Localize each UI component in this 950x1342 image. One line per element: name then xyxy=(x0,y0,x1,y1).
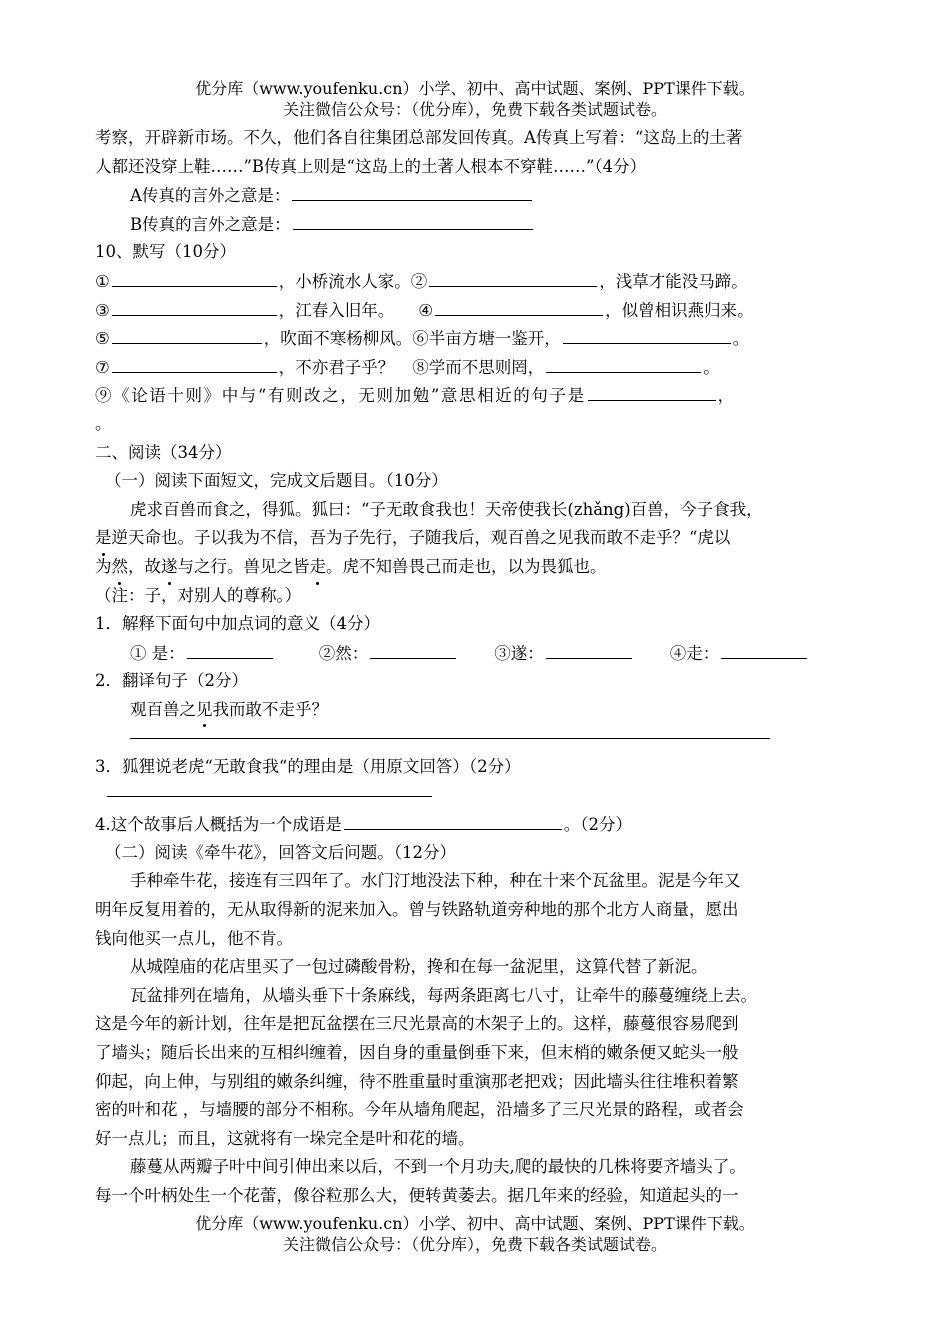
part2-title: （二）阅读《牵牛花》，回答文后问题。（12分） xyxy=(105,842,456,862)
passage1-note: （注：子，对别人的尊称。） xyxy=(95,585,302,605)
dotted-char-shi: 是 xyxy=(95,524,112,553)
q10-item-2-num: ② xyxy=(410,271,428,291)
q10-item-7-num: ⑦ xyxy=(95,357,110,377)
dotted-char-zou: 走 xyxy=(310,553,327,582)
passage1-line-2-text: 逆天命也。子以我为不信，吾为子先行，子随我后，观百兽之见我而敢不走乎？“虎以 xyxy=(111,528,731,548)
page-header xyxy=(0,78,950,120)
q10-item-5-text: ，吹面不寒杨柳风。 xyxy=(263,329,413,349)
q2-answer-row xyxy=(95,724,865,753)
passage1-line-2 xyxy=(95,524,865,553)
q10-item-3-num: ③ xyxy=(95,300,110,320)
passage2-line-7: 了墙头；随后长出来的互相纠缠着，因自身的重量倒垂下来，但末梢的嫩条便又蛇头一般 xyxy=(95,1043,739,1062)
q10-item-8-text: 学而不思则罔， xyxy=(428,357,545,377)
q10-title: 10、默写（10分） xyxy=(95,242,236,262)
q10-item-4-text: ，似曾相识燕归来。 xyxy=(605,300,754,320)
passage1-line-3-c: 与之行。兽见之皆 xyxy=(177,556,310,576)
q10-item-1-text: ，小桥流水人家。 xyxy=(278,271,411,291)
dotted-char-jian: 见 xyxy=(196,696,213,725)
q10-item-6-end: 。 xyxy=(732,329,750,349)
q2-sentence xyxy=(95,696,865,725)
q10-blank-2[interactable] xyxy=(429,267,597,287)
passage2-line-2: 明年反复用着的，无从取得新的泥来加入。曾与铁路轨道旁种地的那个北方人商量，愿出 xyxy=(95,900,739,920)
q10-blank-4[interactable] xyxy=(435,296,603,316)
q10-row-2 xyxy=(95,296,865,325)
q10-item-5-num: ⑤ xyxy=(95,329,110,349)
q10-row-4 xyxy=(95,353,865,382)
q1-b-label: ②然： xyxy=(318,643,369,663)
q1-c-blank[interactable] xyxy=(546,639,632,659)
q10-item-8-num: ⑧ xyxy=(412,357,429,377)
q10-row-3 xyxy=(95,324,865,353)
passage2-line-6: 这是今年的新计划，往年是把瓦盆摆在三尺光景高的木架子上的。这样，藤蔓很容易爬到 xyxy=(95,1014,739,1034)
q10-item-7-text: ，不亦君子乎？ xyxy=(278,357,395,377)
q10-row-6: 。 xyxy=(95,413,112,433)
passage2-line-11: 藤蔓从两瓣子叶中间引伸出来以后，不到一个月功夫,爬的最快的几株将要齐墙头了。 xyxy=(130,1157,746,1177)
q10-row-1 xyxy=(95,267,865,296)
passage2-line-9: 密的叶和花 ，与墙腰的部分不相称。今年从墙角爬起，沿墙多了三尺光景的路程，或者会 xyxy=(95,1100,744,1120)
q2-answer-blank[interactable] xyxy=(130,724,770,739)
footer-line-2: 关注微信公众号：（优分库），免费下载各类试题试卷。 xyxy=(282,1235,667,1254)
passage2-line-4: 从城隍庙的花店里买了一包过磷酸骨粉，搀和在每一盆泥里，这算代替了新泥。 xyxy=(130,957,708,977)
passage2-line-5: 瓦盆排列在墙角，从墙头垂下十条麻线，每两条距离七八寸，让牵牛的藤蔓缠绕上去。 xyxy=(130,985,757,1005)
q10-item-6-text: 半亩方塘一鉴开， xyxy=(428,329,561,349)
passage1-line-3-a: 为 xyxy=(95,556,112,576)
q3-answer-blank[interactable] xyxy=(107,782,432,797)
header-line-1: 优分库（www.youfenku.cn）小学、初中、高中试题、案例、PPT课件下载。 xyxy=(195,79,755,98)
q3-answer-row xyxy=(95,782,865,811)
passage2-line-12: 每一个叶柄处生一个花蕾，像谷粒那么大，便转黄萎去。据几年来的经验，知道起头的一 xyxy=(95,1185,739,1205)
dotted-char-sui: 遂 xyxy=(161,553,178,582)
q10-item-9-after: ， xyxy=(717,386,736,406)
reading-title: 二、阅读（34分） xyxy=(95,442,232,462)
q1-d-blank[interactable] xyxy=(721,639,807,659)
q2-title: 2．翻译句子（2分） xyxy=(95,671,248,691)
q1-d-label: ④走： xyxy=(669,643,720,663)
q9-para-line-1: 考察，开辟新市场。不久，他们各自往集团总部发回传真。A传真上写着：“这岛上的土著 xyxy=(95,128,743,147)
q9-b-blank[interactable] xyxy=(293,210,533,230)
q9-a-label: A传真的言外之意是： xyxy=(130,186,291,206)
passage1-line-3-d: 。虎不知兽畏己而走也，以为畏狐也。 xyxy=(326,556,607,576)
q10-blank-7[interactable] xyxy=(112,353,277,373)
q2-sentence-b: 我而敢不走乎？ xyxy=(212,699,328,719)
page-footer xyxy=(0,1213,950,1255)
q4-text-b: 。（2分） xyxy=(563,815,632,835)
q10-row-5 xyxy=(95,381,865,410)
q10-item-4-num: ④ xyxy=(418,300,434,320)
exam-content xyxy=(95,124,865,1211)
passage2-line-3: 钱向他买一点儿，他不肯。 xyxy=(95,928,293,948)
passage2-line-8: 仰起，向上伸，与别组的嫩条纠缠，待不胜重量时重演那老把戏；因此墙头往往堆积着繁 xyxy=(95,1071,739,1091)
q9-a-blank[interactable] xyxy=(292,181,532,201)
passage2-line-10: 好一点儿；而且，这就将有一垛完全是叶和花的墙。 xyxy=(95,1128,475,1148)
q9-answer-a xyxy=(95,181,865,210)
footer-line-1: 优分库（www.youfenku.cn）小学、初中、高中试题、案例、PPT课件下载。 xyxy=(195,1214,755,1233)
q4-text-a: 4.这个故事后人概括为一个成语是 xyxy=(95,815,342,835)
dotted-char-ran: 然 xyxy=(112,553,129,582)
q10-item-3-text: ，江春入旧年。 xyxy=(278,300,395,320)
q9-answer-b xyxy=(95,210,865,239)
q10-blank-8[interactable] xyxy=(546,353,701,373)
part1-title: （一）阅读下面短文，完成文后题目。（10分） xyxy=(105,471,448,491)
q1-c-label: ③遂： xyxy=(494,643,544,663)
q10-item-8-end: 。 xyxy=(703,357,720,377)
header-line-2: 关注微信公众号：（优分库），免费下载各类试题试卷。 xyxy=(282,100,667,119)
passage1-line-3 xyxy=(95,553,865,582)
q1-a-label: ① 是： xyxy=(130,643,185,663)
q10-blank-9[interactable] xyxy=(588,381,716,401)
q10-item-6-num: ⑥ xyxy=(412,329,429,349)
q10-item-1-num: ① xyxy=(95,271,110,291)
q1-answers xyxy=(95,639,865,668)
q4-blank[interactable] xyxy=(344,810,562,830)
q1-title: 1．解释下面句中加点词的意义（4分） xyxy=(95,614,380,634)
q9-b-label: B传真的言外之意是： xyxy=(130,214,291,234)
q10-blank-5[interactable] xyxy=(112,324,262,344)
q4-row xyxy=(95,810,865,839)
q10-blank-1[interactable] xyxy=(112,267,277,287)
q1-a-blank[interactable] xyxy=(187,639,273,659)
passage2-line-1: 手种牵牛花，接连有三四年了。水门汀地没法下种，种在十来个瓦盆里。泥是今年又 xyxy=(130,871,741,891)
passage1-line-1: 虎求百兽而食之，得狐。狐曰：“子无敢食我也！天帝使我长(zhǎng)百兽，今子食我， xyxy=(130,499,763,519)
q10-blank-3[interactable] xyxy=(112,296,277,316)
passage1-line-3-b: ，故 xyxy=(128,556,161,576)
q2-sentence-a: 观百兽之 xyxy=(130,699,196,719)
q10-item-9-text: ⑨《论语十则》中与“有则改之，无则加勉”意思相近的句子是 xyxy=(95,386,586,406)
q10-item-2-text: ，浅草才能没马蹄。 xyxy=(599,271,748,291)
q3-title: 3．狐狸说老虎“无敢食我“的理由是（用原文回答）（2分） xyxy=(95,757,521,777)
q1-b-blank[interactable] xyxy=(370,639,456,659)
q9-para-line-2: 人都还没穿上鞋……”B传真上则是“这岛上的土著人根本不穿鞋……”（4分） xyxy=(95,156,647,176)
q10-blank-6[interactable] xyxy=(563,324,731,344)
